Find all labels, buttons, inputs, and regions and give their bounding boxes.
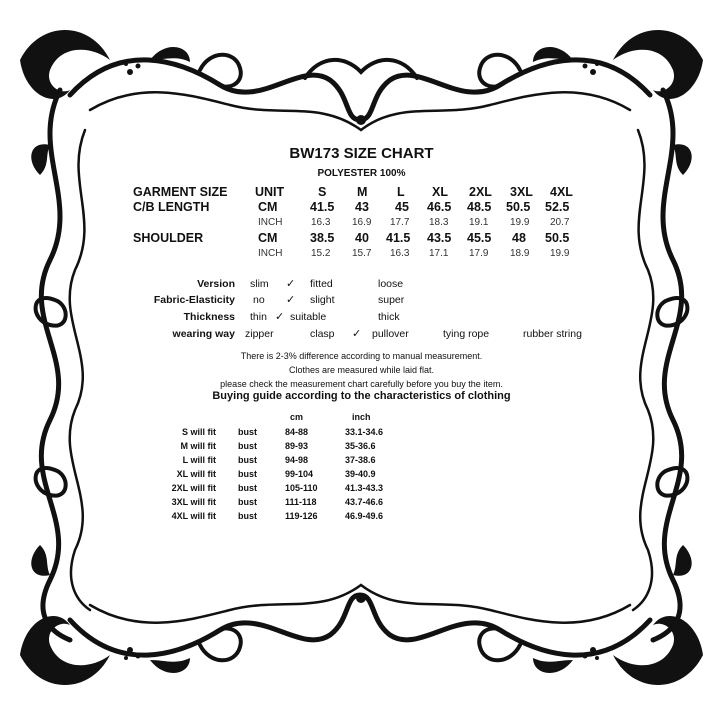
- guide-size: 3XL will fit: [171, 497, 216, 507]
- guide-inch: 46.9-49.6: [345, 511, 384, 521]
- guide-inch: 37-38.6: [345, 455, 376, 465]
- unit-inch: INCH: [258, 217, 283, 228]
- inch-value: 16.3: [390, 248, 410, 259]
- property-option: slim: [250, 278, 269, 290]
- guide-cm: 89-93: [285, 441, 309, 451]
- unit-header: UNIT: [255, 185, 285, 199]
- property-option: thin: [250, 311, 267, 323]
- check-mark: ✓: [286, 294, 296, 306]
- property-option: tying rope: [443, 328, 490, 340]
- cm-value: 43: [355, 200, 369, 214]
- measurement-note: Clothes are measured while laid flat.: [288, 365, 435, 375]
- cm-value: 41.5: [310, 200, 335, 214]
- guide-col-inch: inch: [352, 412, 371, 422]
- cm-value: 52.5: [545, 200, 570, 214]
- property-option: clasp: [310, 328, 335, 340]
- property-label-fabric-elasticity: Fabric-Elasticity: [153, 294, 235, 306]
- inch-value: 15.7: [352, 248, 372, 259]
- inch-value: 17.7: [390, 217, 410, 228]
- row-label-shoulder: SHOULDER: [133, 231, 204, 245]
- garment-size-header: GARMENT SIZE: [133, 185, 228, 199]
- property-label-version: Version: [197, 278, 235, 290]
- unit-cm: CM: [258, 200, 278, 214]
- guide-size: M will fit: [180, 441, 216, 451]
- inch-value: 16.9: [352, 217, 372, 228]
- measurement-note: There is 2-3% difference according to manual measurement.: [240, 351, 483, 361]
- inch-value: 19.9: [550, 248, 570, 259]
- guide-part: bust: [238, 469, 257, 479]
- inch-value: 16.3: [311, 217, 331, 228]
- check-mark: ✓: [352, 328, 362, 340]
- guide-cm: 105-110: [285, 483, 318, 493]
- check-mark: ✓: [275, 311, 285, 323]
- cm-value: 38.5: [310, 231, 335, 245]
- cm-value: 43.5: [427, 231, 452, 245]
- guide-size: 2XL will fit: [171, 483, 216, 493]
- cm-value: 45.5: [467, 231, 492, 245]
- cm-value: 50.5: [545, 231, 570, 245]
- property-label-thickness: Thickness: [183, 311, 235, 323]
- cm-value: 40: [355, 231, 369, 245]
- guide-inch: 35-36.6: [345, 441, 376, 451]
- size-header-l: L: [397, 185, 405, 199]
- cm-value: 41.5: [386, 231, 411, 245]
- inch-value: 17.9: [469, 248, 489, 259]
- guide-part: bust: [238, 427, 257, 437]
- guide-cm: 99-104: [285, 469, 314, 479]
- property-option: loose: [378, 278, 404, 290]
- size-header-3xl: 3XL: [510, 185, 533, 199]
- guide-inch: 39-40.9: [345, 469, 376, 479]
- guide-cm: 84-88: [285, 427, 309, 437]
- property-option: thick: [378, 311, 400, 323]
- guide-part: bust: [238, 483, 257, 493]
- guide-size: 4XL will fit: [171, 511, 216, 521]
- guide-cm: 111-118: [285, 497, 317, 507]
- size-header-2xl: 2XL: [469, 185, 492, 199]
- guide-size: XL will fit: [176, 469, 216, 479]
- unit-cm: CM: [258, 231, 278, 245]
- guide-part: bust: [238, 441, 257, 451]
- size-header-s: S: [318, 185, 327, 199]
- cm-value: 46.5: [427, 200, 452, 214]
- property-option: pullover: [372, 328, 409, 340]
- cm-value: 48: [512, 231, 526, 245]
- chart-title: BW173 SIZE CHART: [289, 145, 434, 162]
- measurement-note: please check the measurement chart carefully before you buy the item.: [220, 379, 503, 389]
- size-header-xl: XL: [432, 185, 448, 199]
- guide-inch: 33.1-34.6: [345, 427, 384, 437]
- guide-col-cm: cm: [290, 412, 304, 422]
- row-label-cb-length: C/B LENGTH: [133, 200, 210, 214]
- size-header-m: M: [357, 185, 368, 199]
- inch-value: 20.7: [550, 217, 570, 228]
- cm-value: 48.5: [467, 200, 492, 214]
- guide-part: bust: [238, 497, 257, 507]
- check-mark: ✓: [286, 278, 296, 290]
- guide-cm: 119-126: [285, 511, 318, 521]
- buying-guide-title: Buying guide according to the characteristics of clothing: [212, 390, 511, 402]
- property-option: suitable: [290, 311, 327, 323]
- size-header-4xl: 4XL: [550, 185, 573, 199]
- unit-inch: INCH: [258, 248, 283, 259]
- guide-size: S will fit: [181, 427, 216, 437]
- inch-value: 17.1: [429, 248, 449, 259]
- inch-value: 15.2: [311, 248, 331, 259]
- inch-value: 18.3: [429, 217, 449, 228]
- guide-inch: 41.3-43.3: [345, 483, 384, 493]
- cm-value: 50.5: [506, 200, 531, 214]
- material-label: POLYESTER 100%: [317, 168, 406, 179]
- inch-value: 19.9: [510, 217, 530, 228]
- inch-value: 18.9: [510, 248, 530, 259]
- guide-size: L will fit: [182, 455, 216, 465]
- property-option: zipper: [245, 328, 274, 340]
- property-option: no: [253, 294, 265, 306]
- inch-value: 19.1: [469, 217, 489, 228]
- guide-inch: 43.7-46.6: [345, 497, 384, 507]
- property-label-wearing-way: wearing way: [172, 328, 235, 340]
- guide-part: bust: [238, 455, 257, 465]
- property-option: slight: [310, 294, 335, 306]
- cm-value: 45: [395, 200, 409, 214]
- guide-cm: 94-98: [285, 455, 309, 465]
- property-option: fitted: [310, 278, 333, 290]
- property-option: rubber string: [523, 328, 582, 340]
- property-option: super: [378, 294, 405, 306]
- guide-part: bust: [238, 511, 257, 521]
